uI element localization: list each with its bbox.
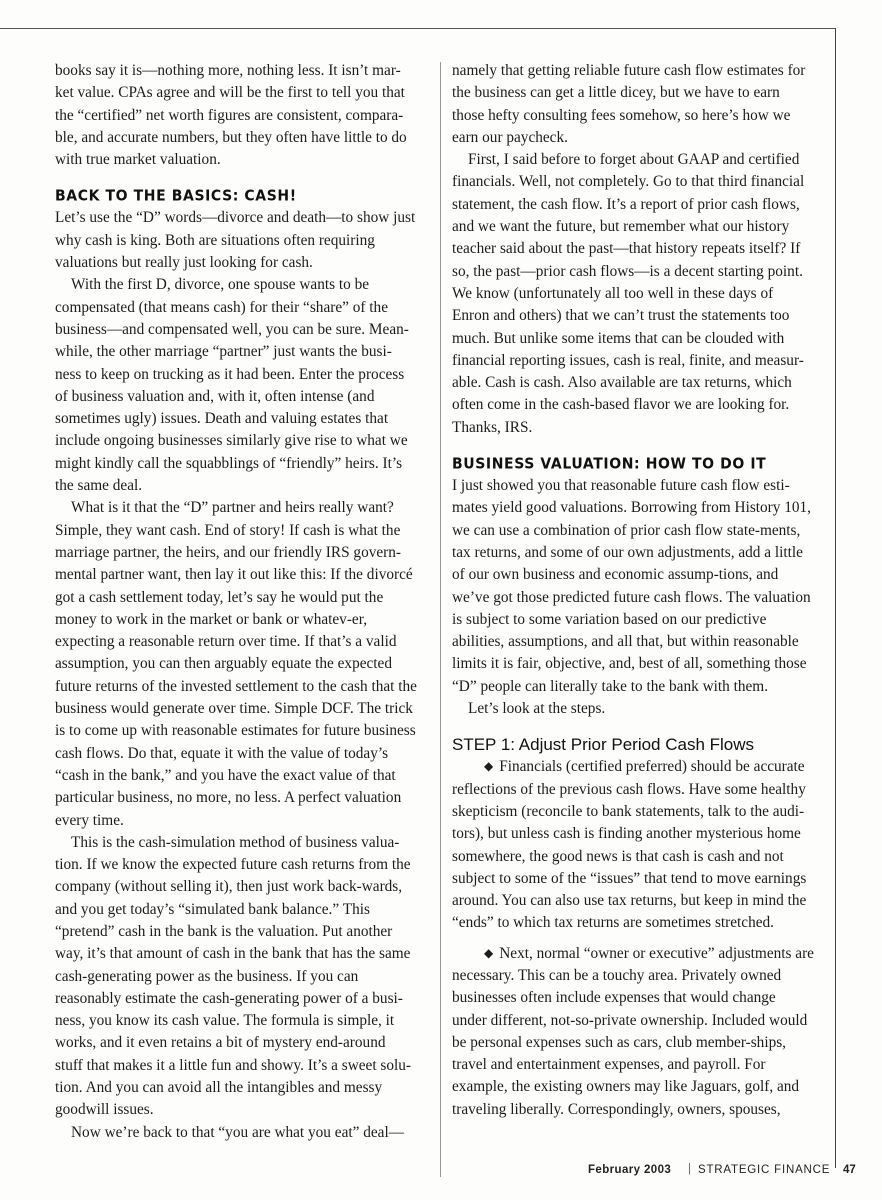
paragraph: What is it that the “D” partner and heirs really want? Simple, they want cash. End of story! If cash is what the marriage partner, the heirs, and our friendly IRS govern-mental partner want, then lay it out like this: If the divorcé got a cash settlement today, let’s say he would put the money to work in the market or bank or whatev-er, expecting a reasonable return over time. If that’s a valid assumption, you can then arguably equate the expected future returns of the invested settlement to the cash that the business would generate over time. Simple DCF. The trick is to come up with reasonable estimates for future business cash flows. Do that, equate it with the value of today’s “cash in the bank,” and you have the exact value of that particular business, no more, no less. A perfect valuation every time.	[55, 499, 417, 829]
right-column	[452, 60, 814, 1121]
step-heading: STEP 1: Adjust Prior Period Cash Flows	[452, 735, 755, 755]
column-divider	[440, 62, 441, 1177]
bullet-text: Next, normal “owner or executive” adjustments are necessary. This can be a touchy area. Privately owned businesses often include expenses that would change under different, not-so-private ownership. Included would be personal expenses such as cars, club member-ships, travel and entertainment expenses, and payroll. For example, the existing owners may like Jaguars, golf, and traveling liberally. Correspondingly, owners, spouses,	[452, 944, 814, 1118]
bullet-paragraph	[452, 943, 814, 1121]
bullet-text: Financials (certified preferred) should be accurate reflections of the previous cash flows. Have some healthy skepticism (reconcile to bank statements, talk to the audi-tors), but unless cash is finding another mysterious home somewhere, the good news is that cash is cash and not subject to some of the “issues” that tend to move earnings around. You can also use tax returns, but keep in mind the “ends” to which tax returns are sometimes stretched.	[452, 758, 807, 932]
bullet-paragraph	[452, 756, 814, 934]
paragraph: Let’s use the “D” words—divorce and death—to show just why cash is king. Both are situations often requiring valuations but really just looking for cash.	[55, 209, 416, 272]
paragraph: With the first D, divorce, one spouse wants to be compensated (that means cash) for their “share” of the business—and compensated well, you can be sure. Mean-while, the other marriage “partner” just wants the busi-ness to keep on trucking as it had been. Enter the process of business valuation and, with it, often intense (and sometimes ugly) issues. Death and valuing estates that include ongoing businesses similarly give rise to what we might kindly call the squabblings of “friendly” heirs. It’s the same deal.	[55, 276, 409, 495]
paragraph: First, I said before to forget about GAAP and certified financials. Well, not completely. Go to that third financial statement, the cash flow. It’s a report of prior cash flows, and we want the future, but remember what our history teacher said about the past—that history repeats itself? If so, the past—prior cash flows—is a decent starting point. We know (unfortunately all too well in these days of Enron and others) that we can’t trust the statements too much. But unlike some items that can be clouded with financial reporting issues, cash is real, finite, and measur-able. Cash is cash. Also available are tax returns, which often come in the cash-based flavor we are looking for. Thanks, IRS.	[452, 151, 805, 436]
paragraph: I just showed you that reasonable future cash flow esti-mates yield good valuations. Borrowing from History 101, we can use a combination of prior cash flow state-ments, tax returns, and some of our own adjustments, add a little of our own business and economic assump-tions, and we’ve got those predicted future cash flows. The valuation is subject to some variation based on our predictive abilities, assumptions, and all that, but within reasonable limits it is fair, objective, and, best of all, something those “D” people can literally take to the bank with them.	[452, 477, 812, 695]
paragraph: Let’s look at the steps.	[468, 700, 606, 718]
section-heading-business-valuation: BUSINESS VALUATION: HOW TO DO IT	[452, 455, 767, 473]
page-footer	[0, 1164, 882, 1184]
issue-date: February 2003	[588, 1164, 672, 1176]
right-border-rule	[835, 28, 836, 1168]
magazine-name: STRATEGIC FINANCE	[698, 1164, 831, 1176]
paragraph: This is the cash-simulation method of business valua-tion. If we know the expected future cash returns from the company (without selling it), then just work back-wards, and you get today’s “simulated bank balance.” This “pretend” cash in the bank is the valuation. Put another way, it’s that amount of cash in the bank that has the same cash-generating power as the business. If you can reasonably estimate the cash-generating power of a busi-ness, you know its cash value. The formula is simple, it works, and it even retains a bit of mystery end-around stuff that makes it a little fun and showy. It’s a sweet solu-tion. And you can avoid all the intangibles and messy goodwill issues.	[55, 833, 412, 1119]
paragraph: books say it is—nothing more, nothing less. It isn’t mar-ket value. CPAs agree and will be the first to tell you that the “certified” net worth figures are consistent, compara-ble, and accurate numbers, but they often have little to do with true market valuation.	[55, 62, 407, 169]
left-column	[55, 60, 417, 1144]
diamond-bullet-icon: ◆	[484, 945, 494, 960]
top-border-rule	[0, 28, 835, 29]
footer-separator: |	[688, 1163, 691, 1175]
page-number: 47	[843, 1164, 856, 1176]
paragraph: namely that getting reliable future cash flow estimates for the business can get a little dicey, but we have to earn those hefty consulting fees somehow, so here’s how we earn our paycheck.	[452, 62, 806, 146]
section-heading-back-to-basics: BACK TO THE BASICS: CASH!	[55, 187, 297, 206]
paragraph: Now we’re back to that “you are what you eat” deal—	[71, 1123, 404, 1141]
diamond-bullet-icon: ◆	[484, 759, 494, 774]
